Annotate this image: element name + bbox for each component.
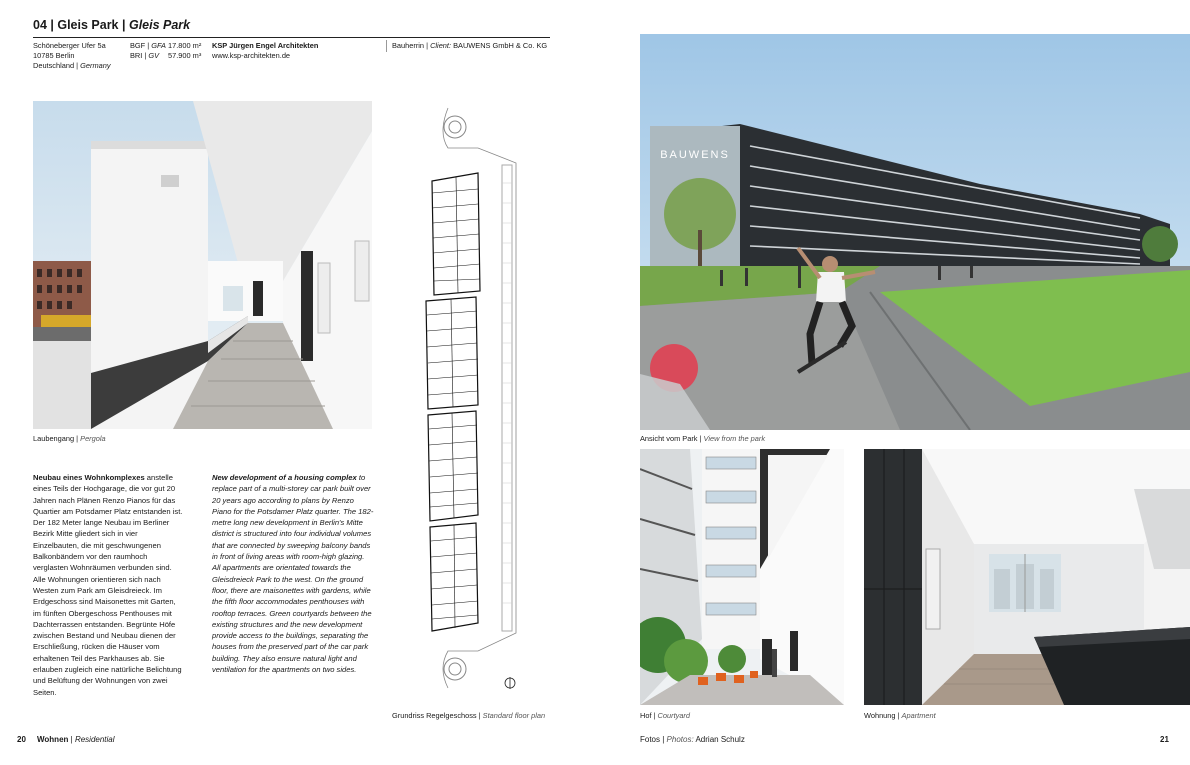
stat-gfa: BGF | GFA 17.800 m² bbox=[130, 41, 202, 50]
project-title: 04 | Gleis Park | Gleis Park bbox=[33, 18, 191, 32]
stat-gv: BRI | GV 57.900 m³ bbox=[130, 51, 202, 60]
caption-courtyard: Hof | Courtyard bbox=[640, 711, 690, 720]
client-info: Bauherrin | Client: BAUWENS GmbH & Co. KG bbox=[392, 41, 548, 50]
floor-plan bbox=[418, 103, 538, 693]
floor-plan-drawing bbox=[418, 103, 538, 693]
caption-park: Ansicht vom Park | View from the park bbox=[640, 434, 766, 443]
architect-info bbox=[212, 41, 382, 61]
page-number-right: 21 bbox=[1160, 735, 1169, 744]
body-text-de: Neubau eines Wohnkomplexes anstelle eines Teils der Hochgarage, die vor gut 20 Jahren nach Plänen Renzo Pianos für das Quartier am Potsdamer Platz entstanden ist. Der 182 Meter lange Neubau im Berliner Bezirk Mitte gliedert sich in vier Einzelbauten, die mit geschwungenen Balkonbändern vor den raumhoch verglasten Wohnräumen verbunden sind. Alle Wohnungen orientieren sich nach Westen zum Park am Gleisdreieck. Im Erdgeschoss sind Maisonettes mit Garten, im fünften Obergeschoss Penthouses mit Dachterrassen entstanden. Begrünte Höfe zwischen Bestand und Neubau dienen der Erschließung, rücken die Häuser vom erhaltenen Teil des Parkhauses ab. Sie erlauben zugleich eine natürliche Belichtung und Belüftung der Wohnungen von zwei Seiten. bbox=[33, 473, 183, 697]
photo-apartment bbox=[864, 449, 1190, 705]
project-stats bbox=[130, 41, 210, 61]
photo-courtyard bbox=[640, 449, 844, 705]
header-rule bbox=[33, 37, 550, 38]
section-label: Wohnen | Residential bbox=[37, 735, 115, 744]
bauwens-sign: BAUWENS bbox=[660, 149, 730, 161]
header-separator bbox=[386, 40, 387, 52]
architect-name: KSP Jürgen Engel Architekten bbox=[212, 41, 319, 50]
photo-pergola bbox=[33, 101, 372, 429]
apartment-image bbox=[864, 449, 1190, 705]
caption-apartment: Wohnung | Apartment bbox=[864, 711, 936, 720]
photo-credit: Fotos | Photos: Adrian Schulz bbox=[640, 735, 745, 744]
caption-pergola: Laubengang | Pergola bbox=[33, 434, 106, 443]
caption-floorplan: Grundriss Regelgeschoss | Standard floor plan bbox=[392, 711, 546, 720]
photo-park bbox=[640, 34, 1190, 430]
page-number-left: 20 bbox=[17, 735, 26, 744]
architect-website[interactable]: www.ksp-architekten.de bbox=[212, 51, 291, 60]
park-image bbox=[640, 34, 1190, 430]
courtyard-image bbox=[640, 449, 844, 705]
body-text-en: New development of a housing complex to replace part of a multi-storey car park built over 20 years ago according to plans by Renzo Piano for the Potsdamer Platz quarter. The 182-metre long new development in Berlin's Mitte district is structured into four individual volumes that are connected by sweeping balcony bands in front of living areas with room-high glazing. All apartments are orientated towards the Gleisdreieck Park to the west. On the ground floor, there are maisonettes with gardens, while the fifth floor accommodates penthouses with rooftop terraces. Green courtyards between the existing structures and the new development provide access to the buildings, separating the houses from the preserved part of the car park building. They also ensure natural light and ventilation for the apartments on two sides. bbox=[212, 473, 374, 675]
project-address: Schöneberger Ufer 5a 10785 Berlin Deutschland | Germany bbox=[33, 41, 111, 70]
pergola-image bbox=[33, 101, 372, 429]
